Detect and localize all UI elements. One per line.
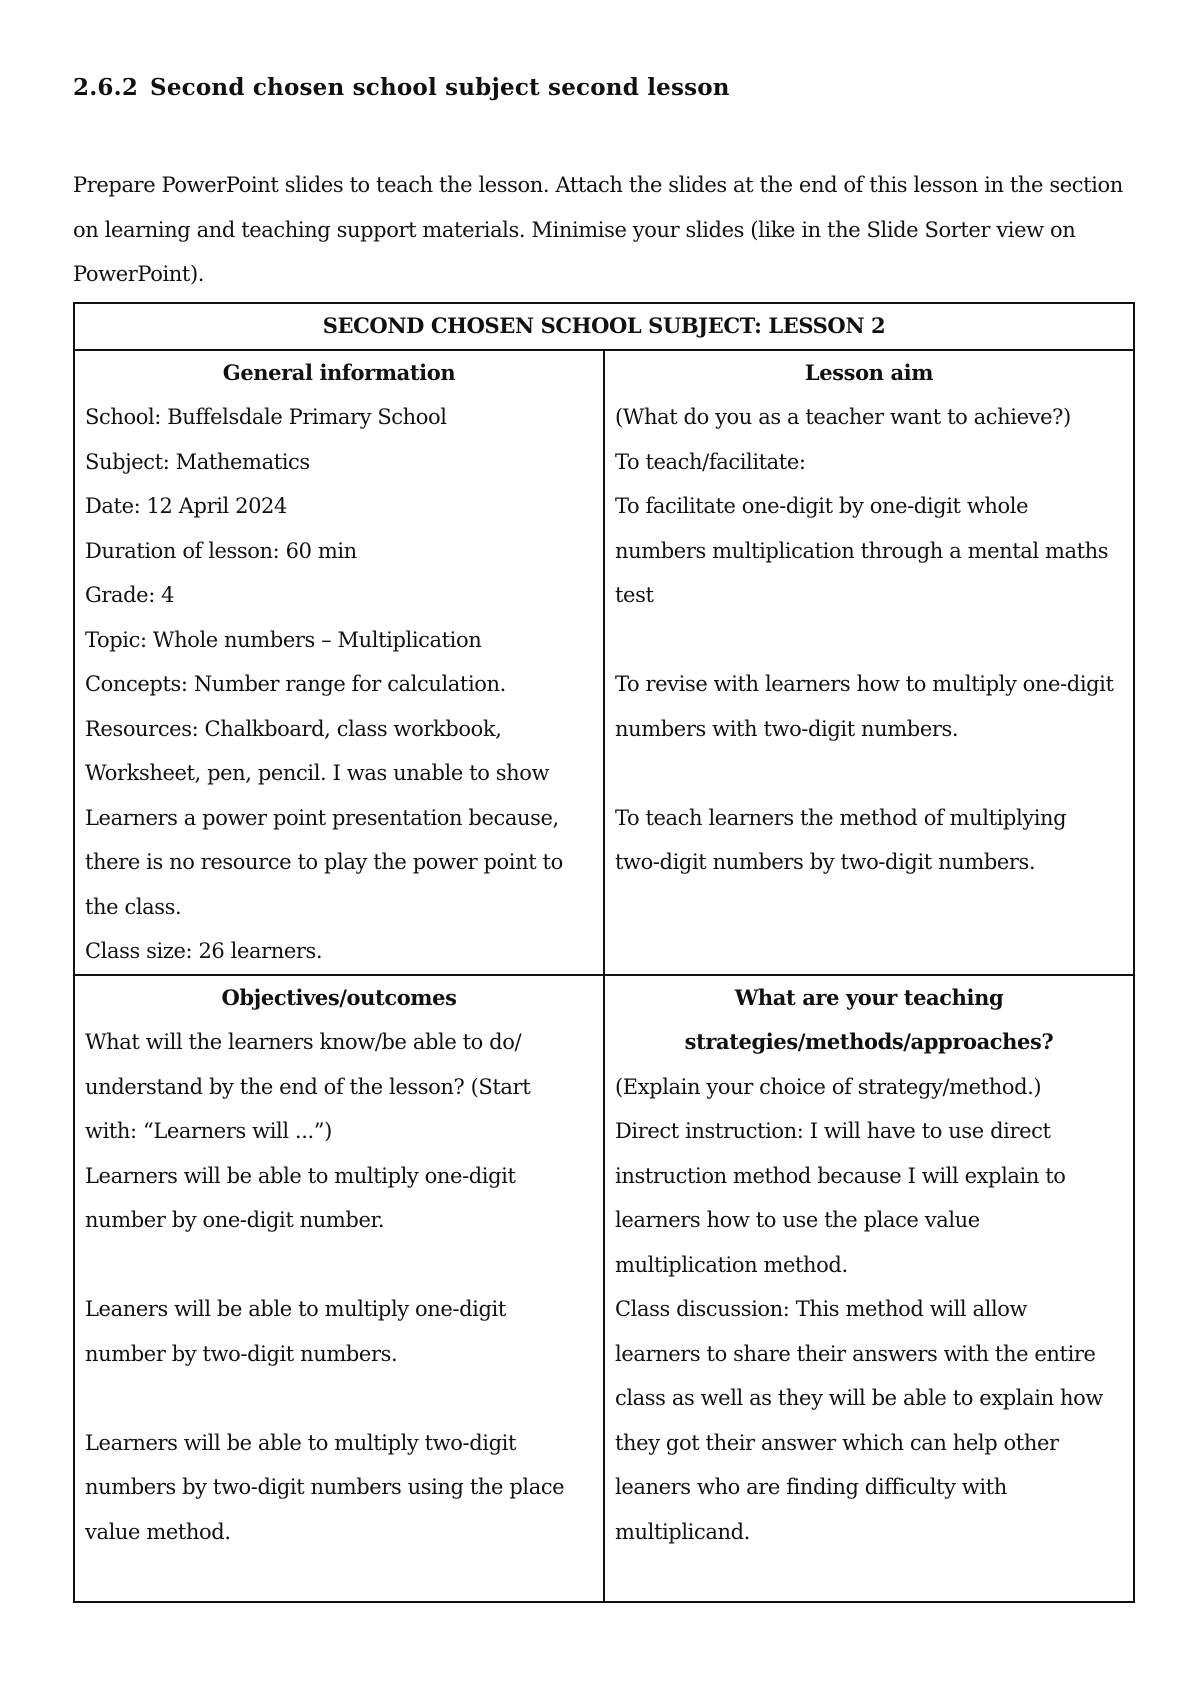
aim-line: test bbox=[615, 583, 654, 607]
aim-line: To revise with learners how to multiply one-digit bbox=[615, 672, 1114, 696]
general-line-date: Date: 12 April 2024 bbox=[85, 494, 287, 518]
intro-line: PowerPoint). bbox=[73, 262, 205, 286]
section-number: 2.6.2 bbox=[73, 74, 139, 101]
aim-spacer bbox=[615, 751, 1123, 796]
aim-line: (What do you as a teacher want to achieve?) bbox=[615, 405, 1071, 429]
strategies-line: instruction method because I will explain to bbox=[615, 1163, 1066, 1188]
objectives-spacer bbox=[85, 1243, 593, 1288]
strategies-line: leaners who are finding difficulty with bbox=[615, 1475, 1007, 1499]
strategies-line: multiplicand. bbox=[615, 1519, 750, 1544]
lesson-plan-table bbox=[73, 302, 1135, 1603]
table-title: SECOND CHOSEN SCHOOL SUBJECT: LESSON 2 bbox=[74, 303, 1134, 350]
aim-line: To facilitate one-digit by one-digit whole bbox=[615, 494, 1029, 518]
section-title: Second chosen school subject second lesson bbox=[150, 74, 730, 101]
general-information-title: General information bbox=[222, 359, 456, 385]
intro-line: on learning and teaching support materials. Minimise your slides (like in the Slide Sorter view on bbox=[73, 217, 1076, 242]
strategies-line: multiplication method. bbox=[615, 1252, 848, 1277]
strategies-line: Direct instruction: I will have to use direct bbox=[615, 1119, 1051, 1143]
section-heading bbox=[73, 74, 730, 101]
objectives-line: understand by the end of the lesson? (Start bbox=[85, 1074, 531, 1099]
general-line-class-size: Class size: 26 learners. bbox=[85, 939, 323, 963]
strategies-line: class as well as they will be able to explain how bbox=[615, 1386, 1103, 1410]
strategies-line: learners to share their answers with the entire bbox=[615, 1341, 1096, 1366]
lesson-aim-cell bbox=[604, 350, 1134, 975]
general-line-concepts: Concepts: Number range for calculation. bbox=[85, 672, 506, 696]
objectives-title: Objectives/outcomes bbox=[221, 984, 457, 1010]
strategies-line: learners how to use the place value bbox=[615, 1208, 980, 1232]
objectives-line: value method. bbox=[85, 1519, 231, 1544]
objectives-line: What will the learners know/be able to do/ bbox=[85, 1030, 522, 1054]
general-line-subject: Subject: Mathematics bbox=[85, 449, 310, 474]
aim-line: numbers with two-digit numbers. bbox=[615, 716, 959, 741]
general-line-resources: Learners a power point presentation because, bbox=[85, 805, 559, 830]
general-line-duration: Duration of lesson: 60 min bbox=[85, 538, 357, 563]
strategies-title: strategies/methods/approaches? bbox=[684, 1029, 1054, 1054]
objectives-line: number by one-digit number. bbox=[85, 1208, 385, 1232]
lesson-aim-title: Lesson aim bbox=[804, 359, 934, 385]
objectives-line: Learners will be able to multiply two-digit bbox=[85, 1430, 516, 1455]
aim-line: two-digit numbers by two-digit numbers. bbox=[615, 850, 1036, 874]
general-line-grade: Grade: 4 bbox=[85, 583, 175, 607]
aim-line: To teach/facilitate: bbox=[615, 449, 806, 474]
general-line-resources: the class. bbox=[85, 894, 182, 919]
objectives-line: Learners will be able to multiply one-digit bbox=[85, 1163, 516, 1188]
aim-line: numbers multiplication through a mental maths bbox=[615, 538, 1109, 563]
objectives-spacer bbox=[85, 1376, 593, 1421]
objectives-line: number by two-digit numbers. bbox=[85, 1341, 398, 1366]
general-line-resources: Worksheet, pen, pencil. I was unable to show bbox=[85, 761, 550, 785]
strategies-cell bbox=[604, 975, 1134, 1602]
strategies-line: (Explain your choice of strategy/method.) bbox=[615, 1074, 1042, 1099]
objectives-line: Leaners will be able to multiply one-digit bbox=[85, 1297, 506, 1321]
objectives-line: with: “Learners will ...”) bbox=[85, 1119, 332, 1143]
objectives-cell bbox=[74, 975, 604, 1602]
general-information-cell bbox=[74, 350, 604, 975]
general-line-school: School: Buffelsdale Primary School bbox=[85, 405, 447, 429]
strategies-title: What are your teaching bbox=[734, 984, 1004, 1010]
general-line-topic: Topic: Whole numbers – Multiplication bbox=[85, 627, 482, 652]
aim-line: To teach learners the method of multiplying bbox=[615, 805, 1067, 830]
aim-spacer bbox=[615, 618, 1123, 663]
strategies-line: Class discussion: This method will allow bbox=[615, 1297, 1028, 1321]
intro-line: Prepare PowerPoint slides to teach the lesson. Attach the slides at the end of this lesson in the section bbox=[73, 173, 1123, 197]
intro-paragraph bbox=[73, 163, 1135, 297]
objectives-line: numbers by two-digit numbers using the place bbox=[85, 1475, 565, 1499]
general-line-resources: Resources: Chalkboard, class workbook, bbox=[85, 716, 502, 741]
strategies-line: they got their answer which can help other bbox=[615, 1430, 1059, 1455]
general-line-resources: there is no resource to play the power point to bbox=[85, 850, 563, 874]
